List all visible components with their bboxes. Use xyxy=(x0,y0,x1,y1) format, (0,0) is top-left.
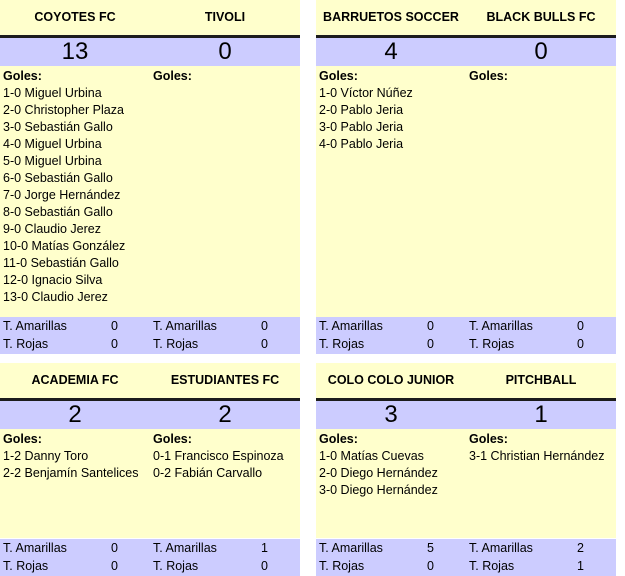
goals-label: Goles: xyxy=(319,432,358,446)
goal-entry: 10-0 Matías González xyxy=(3,239,126,253)
goal-entry: 8-0 Sebastián Gallo xyxy=(3,205,113,219)
home-goals-list xyxy=(3,431,153,482)
yellow-cards-label: T. Amarillas xyxy=(3,541,67,555)
goal-entry: 12-0 Ignacio Silva xyxy=(3,273,103,287)
goal-entry: 3-0 Sebastián Gallo xyxy=(3,120,113,134)
goals-section xyxy=(0,66,300,317)
goal-entry: 4-0 Pablo Jeria xyxy=(319,137,404,151)
home-score: 4 xyxy=(384,38,398,65)
goal-entry: 1-0 Víctor Núñez xyxy=(319,86,413,100)
teams-header xyxy=(0,0,300,35)
cards-section xyxy=(316,539,616,576)
yellow-cards-label: T. Amarillas xyxy=(319,319,383,333)
score-bar xyxy=(0,35,300,66)
red-cards-label: T. Rojas xyxy=(319,337,365,351)
home-red-count: 0 xyxy=(111,337,118,351)
goal-entry: 5-0 Miguel Urbina xyxy=(3,154,102,168)
goal-entry: 2-0 Diego Hernández xyxy=(319,466,438,480)
goals-label: Goles: xyxy=(153,432,192,446)
away-red-count: 0 xyxy=(261,337,268,351)
yellow-cards-label: T. Amarillas xyxy=(153,319,217,333)
red-cards-row xyxy=(316,336,616,353)
home-score: 3 xyxy=(384,401,398,428)
home-goals-list xyxy=(319,68,469,153)
away-red-count: 0 xyxy=(261,559,268,573)
goal-entry: 4-0 Miguel Urbina xyxy=(3,137,102,151)
goal-entry: 2-2 Benjamín Santelices xyxy=(3,466,139,480)
away-goals-list xyxy=(153,68,303,85)
yellow-cards-label: T. Amarillas xyxy=(319,541,383,555)
goal-entry: 1-0 Miguel Urbina xyxy=(3,86,102,100)
red-cards-label: T. Rojas xyxy=(469,337,515,351)
red-cards-label: T. Rojas xyxy=(3,559,49,573)
yellow-cards-label: T. Amarillas xyxy=(153,541,217,555)
goal-entry: 1-0 Matías Cuevas xyxy=(319,449,424,463)
red-cards-label: T. Rojas xyxy=(319,559,365,573)
away-yellow-count: 1 xyxy=(261,541,268,555)
yellow-cards-label: T. Amarillas xyxy=(469,541,533,555)
home-team-name: ACADEMIA FC xyxy=(31,373,119,387)
match-card xyxy=(316,0,616,354)
goal-entry: 1-2 Danny Toro xyxy=(3,449,89,463)
goals-section xyxy=(316,429,616,538)
yellow-cards-row xyxy=(0,540,300,557)
score-bar xyxy=(0,398,300,429)
away-team-name: ESTUDIANTES FC xyxy=(170,373,280,387)
goals-label: Goles: xyxy=(469,69,508,83)
teams-header xyxy=(0,363,300,398)
goals-label: Goles: xyxy=(3,69,42,83)
away-score: 2 xyxy=(218,401,232,428)
home-red-count: 0 xyxy=(427,337,434,351)
goal-entry: 11-0 Sebastián Gallo xyxy=(3,256,119,270)
cards-section xyxy=(316,317,616,354)
teams-header xyxy=(316,0,616,35)
goal-entry: 13-0 Claudio Jerez xyxy=(3,290,108,304)
goal-entry: 2-0 Christopher Plaza xyxy=(3,103,124,117)
goal-entry: 7-0 Jorge Hernández xyxy=(3,188,121,202)
yellow-cards-row xyxy=(316,318,616,335)
goal-entry: 6-0 Sebastián Gallo xyxy=(3,171,113,185)
goal-entry: 0-2 Fabián Carvallo xyxy=(153,466,263,480)
goal-entry: 2-0 Pablo Jeria xyxy=(319,103,404,117)
away-team-name: TIVOLI xyxy=(204,10,246,24)
yellow-cards-row xyxy=(0,318,300,335)
home-goals-list xyxy=(3,68,153,306)
match-card xyxy=(0,363,300,576)
home-goals-list xyxy=(319,431,469,499)
match-card xyxy=(0,0,300,354)
away-red-count: 1 xyxy=(577,559,584,573)
away-goals-list xyxy=(469,68,619,85)
goal-entry: 0-1 Francisco Espinoza xyxy=(153,449,284,463)
home-red-count: 0 xyxy=(427,559,434,573)
goal-entry: 3-0 Pablo Jeria xyxy=(319,120,404,134)
red-cards-label: T. Rojas xyxy=(3,337,49,351)
score-bar xyxy=(316,35,616,66)
red-cards-row xyxy=(316,558,616,575)
home-yellow-count: 0 xyxy=(427,319,434,333)
yellow-cards-row xyxy=(316,540,616,557)
away-score: 0 xyxy=(534,38,548,65)
home-yellow-count: 0 xyxy=(111,541,118,555)
goal-entry: 3-1 Christian Hernández xyxy=(469,449,605,463)
away-yellow-count: 0 xyxy=(577,319,584,333)
score-bar xyxy=(316,398,616,429)
goals-label: Goles: xyxy=(3,432,42,446)
goals-label: Goles: xyxy=(469,432,508,446)
home-team-name: COLO COLO JUNIOR xyxy=(327,373,455,387)
red-cards-label: T. Rojas xyxy=(153,337,199,351)
goals-section xyxy=(0,429,300,538)
away-yellow-count: 0 xyxy=(261,319,268,333)
goals-section xyxy=(316,66,616,317)
red-cards-row xyxy=(0,558,300,575)
away-goals-list xyxy=(469,431,619,465)
match-card xyxy=(316,363,616,576)
home-yellow-count: 5 xyxy=(427,541,434,555)
home-yellow-count: 0 xyxy=(111,319,118,333)
red-cards-row xyxy=(0,336,300,353)
red-cards-label: T. Rojas xyxy=(153,559,199,573)
home-team-name: COYOTES FC xyxy=(34,10,116,24)
cards-section xyxy=(0,539,300,576)
home-team-name: BARRUETOS SOCCER xyxy=(323,10,459,24)
goals-label: Goles: xyxy=(153,69,192,83)
home-score: 2 xyxy=(68,401,82,428)
home-red-count: 0 xyxy=(111,559,118,573)
teams-header xyxy=(316,363,616,398)
home-score: 13 xyxy=(61,38,89,65)
red-cards-label: T. Rojas xyxy=(469,559,515,573)
away-team-name: PITCHBALL xyxy=(505,373,577,387)
away-team-name: BLACK BULLS FC xyxy=(486,10,596,24)
goal-entry: 3-0 Diego Hernández xyxy=(319,483,438,497)
away-score: 1 xyxy=(534,401,548,428)
away-yellow-count: 2 xyxy=(577,541,584,555)
goals-label: Goles: xyxy=(319,69,358,83)
cards-section xyxy=(0,317,300,354)
away-goals-list xyxy=(153,431,303,482)
away-red-count: 0 xyxy=(577,337,584,351)
goal-entry: 9-0 Claudio Jerez xyxy=(3,222,101,236)
yellow-cards-label: T. Amarillas xyxy=(469,319,533,333)
yellow-cards-label: T. Amarillas xyxy=(3,319,67,333)
away-score: 0 xyxy=(218,38,232,65)
